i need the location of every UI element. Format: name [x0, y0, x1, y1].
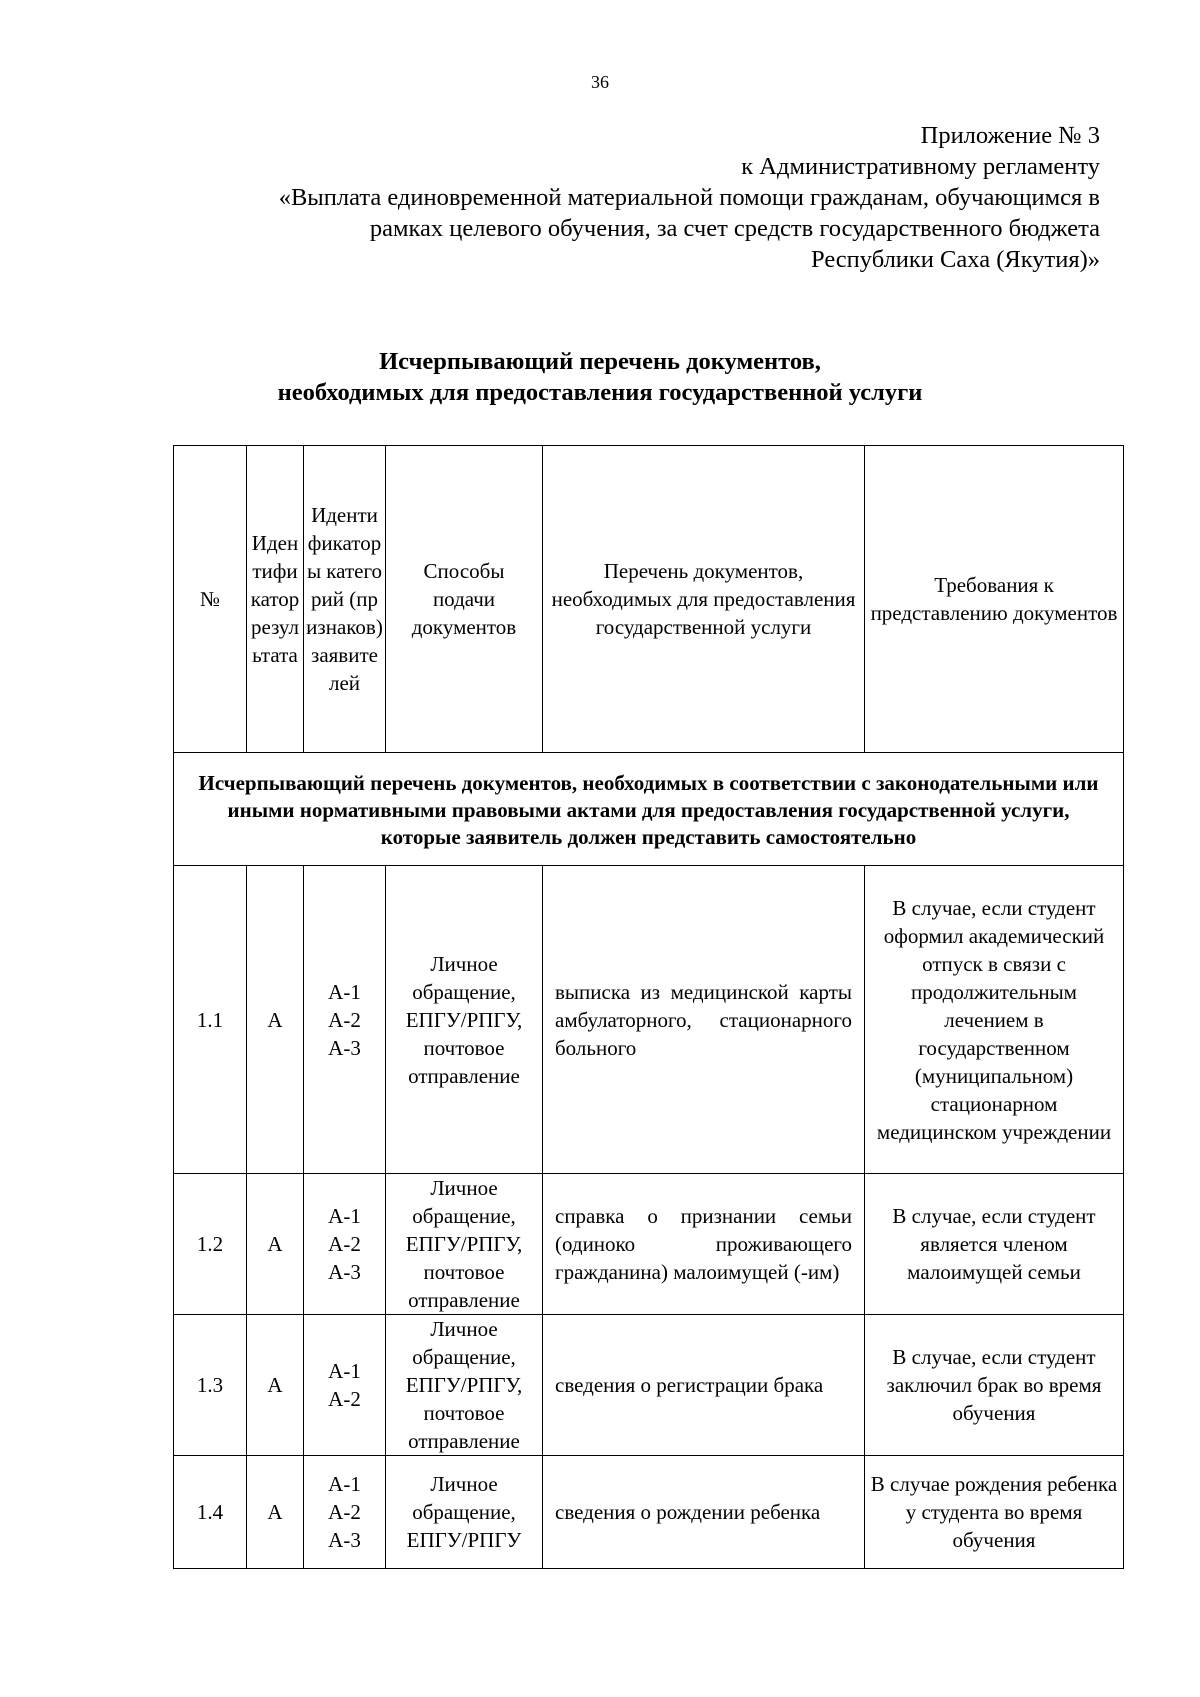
header-number: №: [174, 446, 247, 753]
page-number: 36: [591, 72, 609, 92]
section-title: Исчерпывающий перечень документов, необходимых в соответствии с законодательными или иными нормативными правовыми актами для предоставления государственной услуги, которые заявитель должен представить самостоятельно: [174, 753, 1124, 866]
row-method: Личное обращение, ЕПГУ/РПГУ, почтовое отправление: [386, 1174, 543, 1315]
section-row: [174, 753, 1124, 866]
row-categories: [304, 1456, 386, 1569]
row-number: 1.4: [174, 1456, 247, 1569]
row-result: А: [247, 1174, 304, 1315]
category-code: А-2: [328, 1500, 361, 1524]
row-categories: [304, 866, 386, 1174]
documents-table: [173, 445, 1124, 1569]
row-method: Личное обращение, ЕПГУ/РПГУ, почтовое отправление: [386, 1315, 543, 1456]
document-title-line: необходимых для предоставления государственной услуги: [277, 379, 923, 406]
category-code: А-1: [328, 979, 361, 1004]
row-method: Личное обращение, ЕПГУ/РПГУ: [386, 1456, 543, 1569]
row-requirement: В случае, если студент является членом малоимущей семьи: [865, 1174, 1124, 1315]
row-document: справка о признании семьи (одиноко проживающего гражданина) малоимущей (-им): [543, 1174, 865, 1315]
appendix-line: Республики Саха (Якутия)»: [811, 246, 1100, 273]
row-result: А: [247, 1315, 304, 1456]
category-code: А-3: [328, 1528, 361, 1552]
row-categories: [304, 1174, 386, 1315]
row-requirement: В случае рождения ребенка у студента во время обучения: [865, 1456, 1124, 1569]
row-number: 1.1: [174, 866, 247, 1174]
row-categories: [304, 1315, 386, 1456]
table-row: [174, 1456, 1124, 1569]
header-documents-list: Перечень документов, необходимых для предоставления государственной услуги: [543, 446, 865, 753]
header-category-id: Идентификаторы категорий (признаков) заявителей: [304, 446, 386, 753]
header-result-id: Идентификатор результата: [247, 446, 304, 753]
table-row: [174, 1315, 1124, 1456]
header-submission-methods: Способы подачи документов: [386, 446, 543, 753]
category-code: А-1: [328, 1204, 361, 1228]
row-result: А: [247, 866, 304, 1174]
category-code: А-1: [328, 1359, 361, 1383]
table-row: [174, 1174, 1124, 1315]
category-code: А-2: [328, 1387, 361, 1411]
row-requirement: В случае, если студент оформил академический отпуск в связи с продолжительным лечением в государственном (муниципальном) стационарном медицинском учреждении: [865, 866, 1124, 1174]
appendix-line: к Административному регламенту: [741, 153, 1100, 180]
row-method: Личное обращение, ЕПГУ/РПГУ, почтовое отправление: [386, 866, 543, 1174]
appendix-header: [140, 120, 1100, 275]
category-code: А-3: [328, 1260, 361, 1284]
category-code: А-1: [328, 1472, 361, 1496]
row-number: 1.3: [174, 1315, 247, 1456]
appendix-line: Приложение № 3: [920, 122, 1100, 149]
row-document: выписка из медицинской карты амбулаторного, стационарного больного: [543, 866, 865, 1174]
category-code: А-3: [328, 1035, 361, 1060]
row-result: А: [247, 1456, 304, 1569]
document-title: [0, 346, 1200, 408]
appendix-line: рамках целевого обучения, за счет средств государственного бюджета: [369, 215, 1100, 242]
document-title-line: Исчерпывающий перечень документов,: [379, 348, 821, 375]
row-requirement: В случае, если студент заключил брак во время обучения: [865, 1315, 1124, 1456]
appendix-line: «Выплата единовременной материальной помощи гражданам, обучающимся в: [278, 184, 1100, 211]
table-row: [174, 866, 1124, 1174]
category-code: А-2: [328, 1232, 361, 1256]
category-code: А-2: [328, 1007, 361, 1032]
table-header-row: [174, 446, 1124, 753]
row-document: сведения о регистрации брака: [543, 1315, 865, 1456]
header-requirements: Требования к представлению документов: [865, 446, 1124, 753]
row-document: сведения о рождении ребенка: [543, 1456, 865, 1569]
row-number: 1.2: [174, 1174, 247, 1315]
